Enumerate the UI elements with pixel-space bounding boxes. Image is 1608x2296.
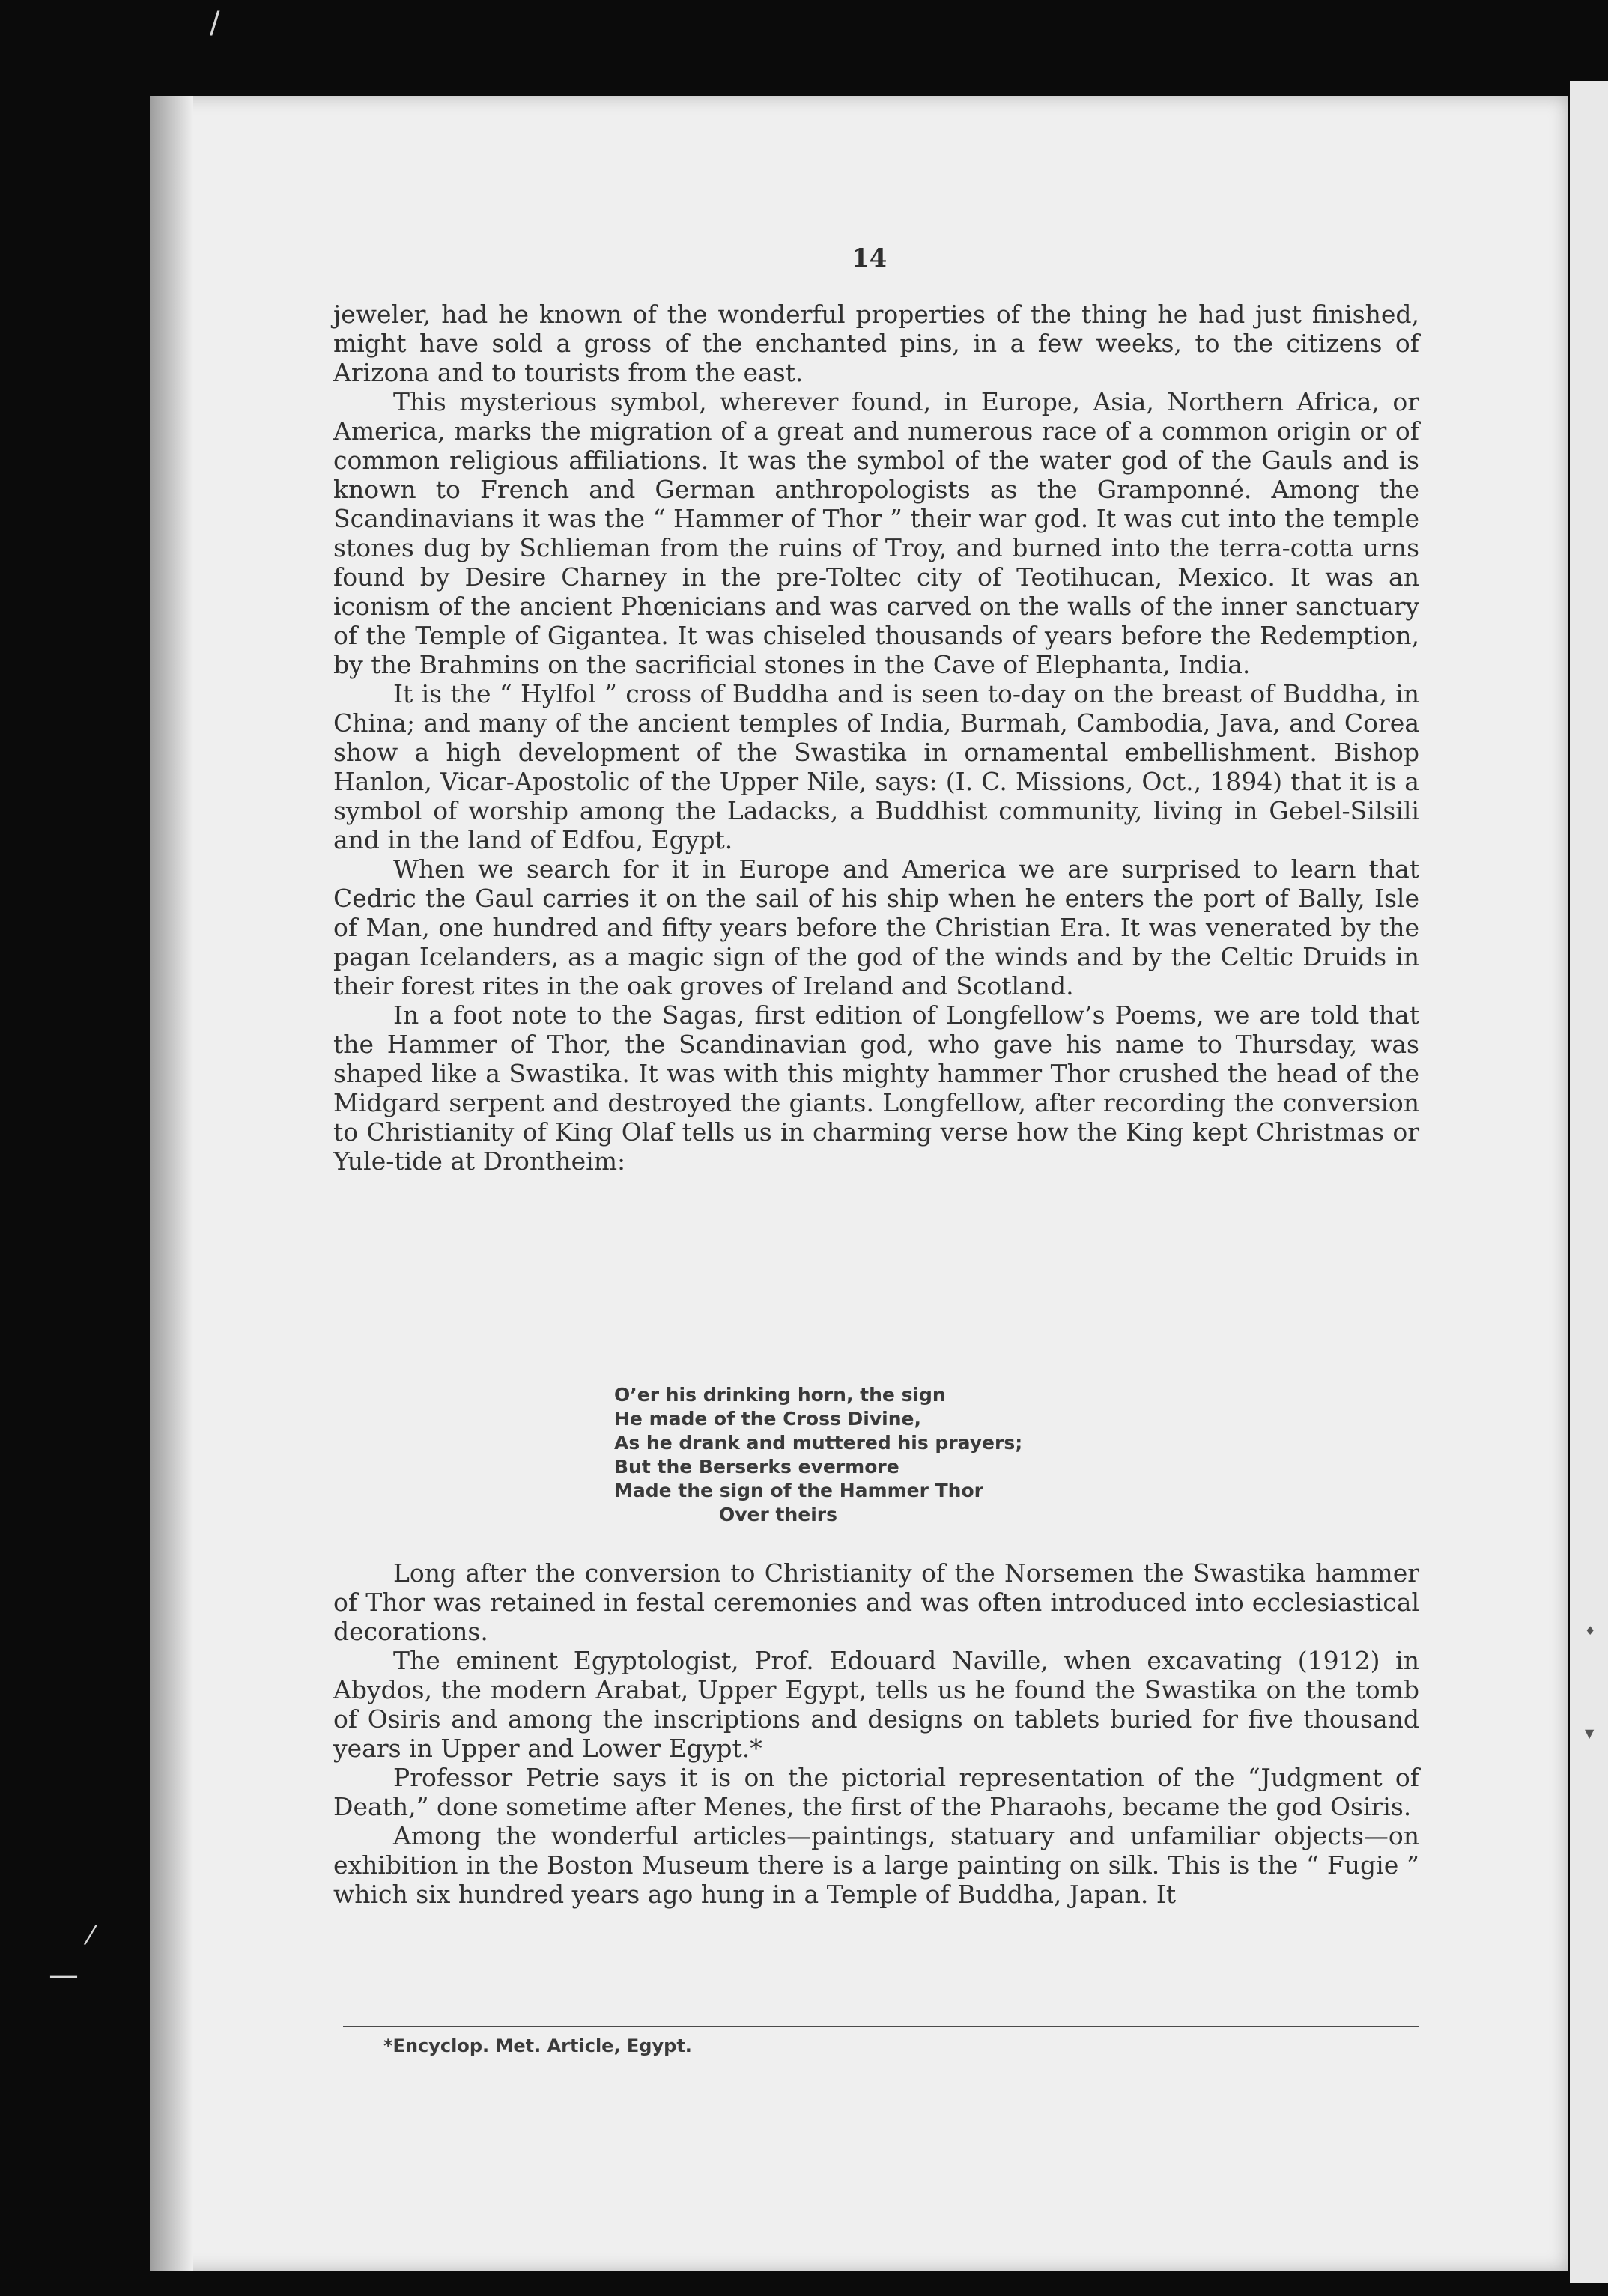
body-text-after-poem <box>333 1558 1419 1909</box>
verse-line: But the Berserks evermore <box>614 1456 899 1477</box>
paragraph: In a foot note to the Sagas, first edition of Longfellow’s Poems, we are told that the Hammer of Thor, the Scandinavian god, who gave his name to Thursday, was shaped like a Swastika. It was with this mighty hammer Thor crushed the head of the Midgard serpent and destroyed the giants. Longfellow, after recording the conversion to Christianity of King Olaf tells us in charming verse how the King kept Christmas or Yule-tide at Drontheim: <box>333 1000 1419 1176</box>
scan-mark-left-2: — <box>49 1958 79 1993</box>
paragraph: The eminent Egyptologist, Prof. Edouard Naville, when excavating (1912) in Abydos, the modern Arabat, Upper Egypt, tells us he found the Swastika on the tomb of Osiris and among the inscriptions and designs on tablets buried for five thousand years in Upper and Lower Egypt.* <box>333 1646 1419 1763</box>
verse-line: O’er his drinking horn, the sign <box>614 1384 946 1406</box>
verse-line: Over theirs <box>719 1504 838 1525</box>
verse-line: Made the sign of the Hammer Thor <box>614 1480 983 1501</box>
verse-quotation <box>614 1383 1022 1527</box>
verse-line: As he drank and muttered his prayers; <box>614 1432 1023 1454</box>
footnote-divider <box>343 2026 1419 2027</box>
paragraph: jeweler, had he known of the wonderful properties of the thing he had just finished, might have sold a gross of the enchanted pins, in a few weeks, to the citizens of Arizona and to tourists from the east. <box>333 300 1419 387</box>
verse-line: He made of the Cross Divine, <box>614 1408 921 1430</box>
page-binding-shadow <box>150 96 193 2271</box>
paragraph: This mysterious symbol, wherever found, in Europe, Asia, Northern Africa, or America, marks the migration of a great and numerous race of a common origin or of common religious affiliations. It was the symbol of the water god of the Gauls and is known to French and German anthropologists as the Gramponné. Among the Scandinavians it was the “ Hammer of Thor ” their war god. It was cut into the temple stones dug by Schlieman from the ruins of Troy, and burned into the terra-cotta urns found by Desire Charney in the pre-Toltec city of Teotihucan, Mexico. It was an iconism of the ancient Phœnicians and was carved on the walls of the inner sanctuary of the Temple of Gigantea. It was chiseled thousands of years before the Redemption, by the Brahmins on the sacrificial stones in the Cave of Elephanta, India. <box>333 387 1419 679</box>
paragraph: When we search for it in Europe and America we are surprised to learn that Cedric the Gaul carries it on the sail of his ship when he enters the port of Bally, Isle of Man, one hundred and fifty years before the Christian Era. It was venerated by the pagan Icelanders, as a magic sign of the god of the winds and by the Celtic Druids in their forest rites in the oak groves of Ireland and Scotland. <box>333 854 1419 1000</box>
scan-mark-top-left: / <box>210 6 220 40</box>
paragraph: It is the “ Hylfol ” cross of Buddha and is seen to-day on the breast of Buddha, in China; and many of the ancient temples of India, Burmah, Cambodia, Java, and Corea show a high development of the Swastika in ornamental embellishment. Bishop Hanlon, Vicar-Apostolic of the Upper Nile, says: (I. C. Missions, Oct., 1894) that it is a symbol of worship among the Ladacks, a Buddhist community, living in Gebel-Silsili and in the land of Edfou, Egypt. <box>333 679 1419 854</box>
body-text-before-poem <box>333 300 1419 1176</box>
page-number: 14 <box>852 243 888 273</box>
paragraph: Among the wonderful articles—paintings, statuary and unfamiliar objects—on exhibition in the Boston Museum there is a large painting on silk. This is the “ Fugie ” which six hundred years ago hung in a Temple of Buddha, Japan. It <box>333 1821 1419 1909</box>
facing-page-edge <box>1570 81 1608 2283</box>
paragraph: Professor Petrie says it is on the pictorial representation of the “Judgment of Death,” done sometime after Menes, the first of the Pharaohs, became the god Osiris. <box>333 1763 1419 1821</box>
paragraph: Long after the conversion to Christianity of the Norsemen the Swastika hammer of Thor was retained in festal ceremonies and was often introduced into ecclesiastical decorations. <box>333 1558 1419 1646</box>
margin-dot-2: ▼ <box>1585 1726 1595 1740</box>
scan-mark-left-1: ⁄ <box>88 1921 93 1951</box>
footnote: *Encyclop. Met. Article, Egypt. <box>383 2035 692 2056</box>
margin-dot-1: ♦ <box>1585 1624 1596 1638</box>
